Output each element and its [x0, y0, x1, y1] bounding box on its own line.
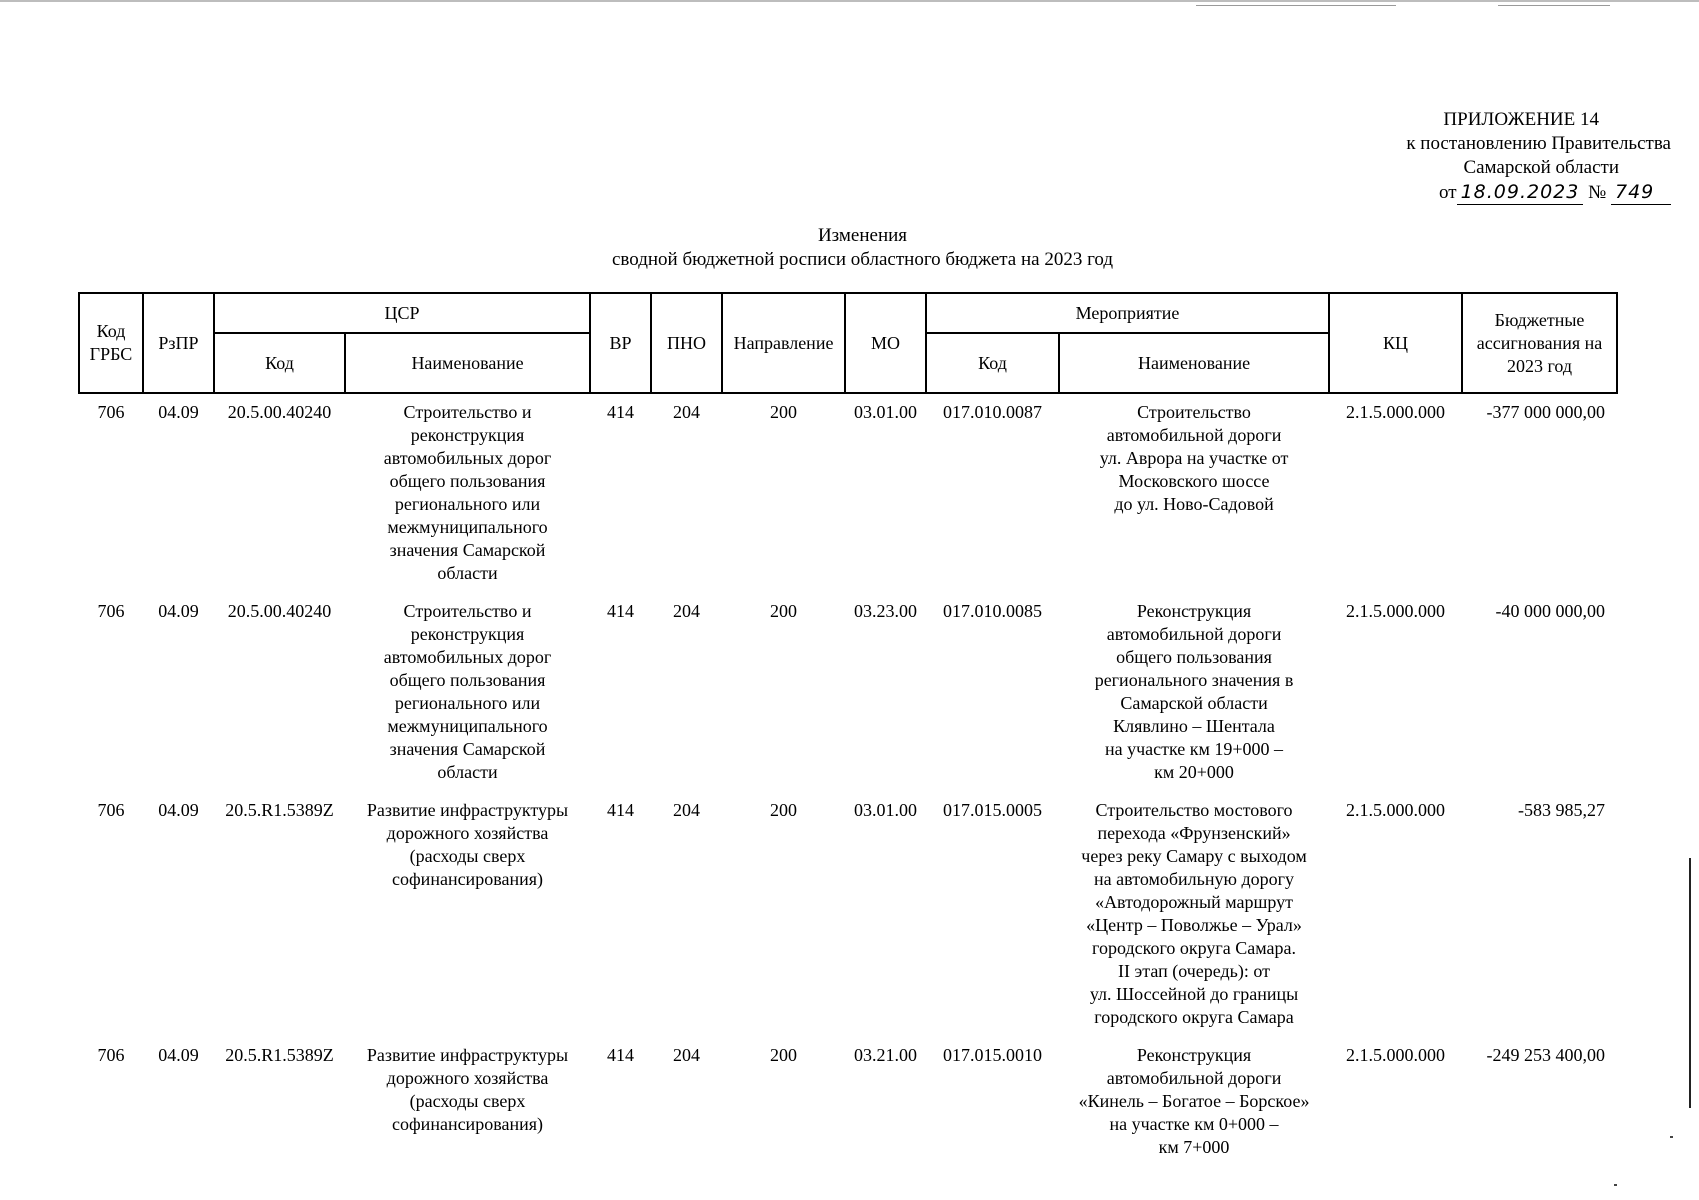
- cell-kc: 2.1.5.000.000: [1346, 800, 1446, 820]
- cell-grbs: 706: [97, 1045, 125, 1065]
- cell-amount: -377 000 000,00: [1486, 402, 1606, 422]
- cell-rzpr: 04.09: [158, 800, 199, 820]
- cell-csr-name: Развитие инфраструктуры дорожного хозяйства (расходы сверх софинансирования): [366, 800, 569, 889]
- cell-event-code: 017.015.0005: [943, 800, 1043, 820]
- cell-event-code: 017.015.0010: [943, 1045, 1043, 1065]
- header-rzpr: РзПР: [143, 293, 214, 393]
- cell-rzpr: 04.09: [158, 601, 199, 621]
- cell-kc: 2.1.5.000.000: [1346, 1045, 1446, 1065]
- annex-date-number: [1406, 180, 1671, 205]
- header-event-code: Код: [926, 333, 1059, 393]
- cell-rzpr: 04.09: [158, 1045, 199, 1065]
- table-row: [79, 593, 1617, 792]
- cell-direction: 200: [770, 800, 798, 820]
- header-event: Мероприятие: [926, 293, 1329, 333]
- cell-csr-code: 20.5.00.40240: [227, 402, 332, 422]
- cell-vr: 414: [607, 1045, 635, 1065]
- cell-kc: 2.1.5.000.000: [1346, 402, 1446, 422]
- cell-event-name: Строительство мостового перехода «Фрунзенский» через реку Самару с выходом на автомобильную дорогу «Автодорожный маршрут «Центр – Поволжье – Урал» городского округа Самара. II этап (очередь): от ул. Шоссейной до границы городского округа Самара: [1081, 800, 1307, 1027]
- cell-amount: -583 985,27: [1518, 800, 1606, 820]
- cell-event-code: 017.010.0085: [943, 601, 1043, 621]
- scan-edge-mark: [1689, 858, 1691, 1108]
- header-csr-code: Код: [214, 333, 345, 393]
- cell-grbs: 706: [97, 800, 125, 820]
- scan-speck: [1614, 1184, 1617, 1186]
- scan-speck: [1670, 1136, 1673, 1138]
- annex-line-region: Самарской области: [1463, 157, 1619, 178]
- cell-amount: -249 253 400,00: [1486, 1045, 1606, 1065]
- header-vr: ВР: [590, 293, 651, 393]
- cell-pno: 204: [673, 1045, 701, 1065]
- cell-amount: -40 000 000,00: [1495, 601, 1606, 621]
- header-kc: КЦ: [1329, 293, 1462, 393]
- cell-csr-code: 20.5.R1.5389Z: [225, 800, 334, 820]
- annex-title: ПРИЛОЖЕНИЕ 14: [1443, 109, 1599, 130]
- document-title-line1: Изменения: [817, 225, 908, 246]
- cell-grbs: 706: [97, 601, 125, 621]
- cell-direction: 200: [770, 1045, 798, 1065]
- header-direction: Направление: [722, 293, 845, 393]
- scan-top-border: [0, 0, 1699, 2]
- cell-csr-code: 20.5.R1.5389Z: [225, 1045, 334, 1065]
- scan-artifact-line: [1498, 5, 1610, 6]
- cell-mo: 03.21.00: [854, 1045, 918, 1065]
- cell-csr-name: Строительство и реконструкция автомобильных дорог общего пользования регионального или межмуниципального значения Самарской области: [383, 601, 552, 782]
- cell-direction: 200: [770, 402, 798, 422]
- cell-rzpr: 04.09: [158, 402, 199, 422]
- cell-event-code: 017.010.0087: [943, 402, 1043, 422]
- handwritten-number: 749: [1611, 180, 1671, 205]
- document-title: [0, 224, 1699, 272]
- cell-csr-name: Строительство и реконструкция автомобильных дорог общего пользования регионального или межмуниципального значения Самарской области: [383, 402, 552, 583]
- cell-grbs: 706: [97, 402, 125, 422]
- header-mo: МО: [845, 293, 926, 393]
- cell-kc: 2.1.5.000.000: [1346, 601, 1446, 621]
- cell-mo: 03.23.00: [854, 601, 918, 621]
- header-pno: ПНО: [651, 293, 722, 393]
- cell-vr: 414: [607, 402, 635, 422]
- table-header: [79, 293, 1617, 393]
- cell-mo: 03.01.00: [854, 800, 918, 820]
- annex-from-prefix: от: [1439, 182, 1457, 203]
- table-body: [79, 393, 1617, 1167]
- cell-direction: 200: [770, 601, 798, 621]
- cell-mo: 03.01.00: [854, 402, 918, 422]
- cell-vr: 414: [607, 601, 635, 621]
- cell-event-name: Строительство автомобильной дороги ул. Аврора на участке от Московского шоссе до ул. Ново-Садовой: [1099, 402, 1289, 514]
- cell-pno: 204: [673, 402, 701, 422]
- cell-csr-code: 20.5.00.40240: [227, 601, 332, 621]
- handwritten-date: 18.09.2023: [1457, 180, 1584, 205]
- cell-csr-name: Развитие инфраструктуры дорожного хозяйства (расходы сверх софинансирования): [366, 1045, 569, 1134]
- document-title-line2: сводной бюджетной росписи областного бюджета на 2023 год: [611, 249, 1114, 270]
- header-csr: ЦСР: [214, 293, 590, 333]
- annex-line-resolution: к постановлению Правительства: [1406, 133, 1671, 154]
- annex-number-prefix: №: [1588, 182, 1607, 203]
- cell-pno: 204: [673, 601, 701, 621]
- cell-vr: 414: [607, 800, 635, 820]
- table-row: [79, 792, 1617, 1037]
- cell-event-name: Реконструкция автомобильной дороги «Кинель – Богатое – Борское» на участке км 0+000 – км 7+000: [1078, 1045, 1310, 1157]
- cell-event-name: Реконструкция автомобильной дороги общего пользования регионального значения в Самарской области Клявлино – Шентала на участке км 19+000 – км 20+000: [1094, 601, 1294, 782]
- header-csr-name: Наименование: [345, 333, 590, 393]
- scan-artifact-line: [1196, 5, 1396, 6]
- cell-pno: 204: [673, 800, 701, 820]
- annex-header: [1406, 108, 1671, 205]
- table-row: [79, 393, 1617, 593]
- header-grbs: Код ГРБС: [79, 293, 143, 393]
- header-allocations: Бюджетные ассигнования на 2023 год: [1462, 293, 1617, 393]
- budget-table: [78, 292, 1618, 1167]
- table-row: [79, 1037, 1617, 1167]
- header-event-name: Наименование: [1059, 333, 1329, 393]
